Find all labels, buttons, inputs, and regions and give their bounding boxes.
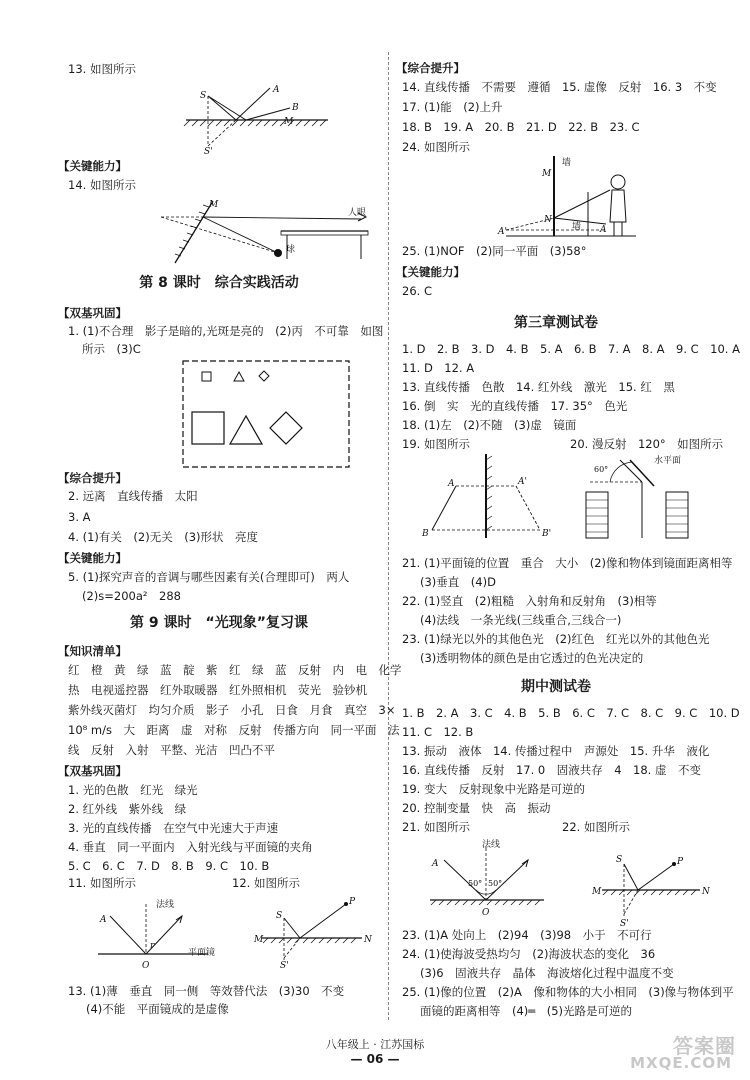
svg-text:S': S' <box>620 919 629 929</box>
svg-text:A: A <box>600 225 607 235</box>
lesson-title: 第 8 课时 综合实践活动 <box>139 275 299 291</box>
figure-q13 <box>178 78 338 156</box>
section-heading: 【 综合提升 】 <box>58 470 127 486</box>
svg-text:M: M <box>542 169 552 179</box>
figure-q12 <box>254 890 374 970</box>
answer-line: 23. (1)A 处向上 (2)94 (3)98 小于 不可行 <box>402 928 652 942</box>
svg-text:50°: 50° <box>468 879 483 888</box>
knowledge-line: 红 橙 黄 绿 蓝 靛 紫 红 绿 蓝 反射 内 电 化学 <box>68 663 402 677</box>
section-heading: 【 综合提升 】 <box>396 60 465 76</box>
section-heading: 【 知识清单 】 <box>58 643 127 659</box>
answer-line: 25. (1)NOF (2)同一平面 (3)58° <box>402 244 587 258</box>
answer-line: 22. (1)竖直 (2)粗糙 入射角和反射角 (3)相等 <box>402 594 657 608</box>
svg-text:M: M <box>209 200 219 210</box>
section-heading: 【 关键能力 】 <box>396 264 465 280</box>
svg-text:A: A <box>100 915 107 925</box>
answer-line: 23. (1)绿光以外的其他色光 (2)红色 红光以外的其他色光 <box>402 632 710 646</box>
figure-label: 平面镜 <box>188 948 216 958</box>
svg-text:S: S <box>616 855 623 865</box>
answer-line: 17. (1)能 (2)上升 <box>402 100 503 114</box>
svg-text:B': B' <box>542 529 552 539</box>
answer-line: 19. 变大 反射现象中光路是可逆的 <box>402 782 585 796</box>
answer-line: 1. (1)不合理 影子是暗的,光斑是亮的 (2)丙 不可靠 如图 <box>68 324 384 338</box>
answer-line: (4)不能 平面镜成的是虚像 <box>86 1002 229 1016</box>
lesson-title: 第 9 课时 “光现象”复习课 <box>130 615 308 631</box>
answer-line: 16. 直线传播 反射 17. 0 固液共存 4 18. 虚 不变 <box>402 763 701 777</box>
answer-line: 4. 垂直 同一平面内 入射光线与平面镜的夹角 <box>68 840 313 854</box>
answer-line: 21. (1)平面镜的位置 重合 大小 (2)像和物体到镜面距离相等 <box>402 556 733 570</box>
figure-q20 <box>580 452 710 540</box>
answer-line: 21. 如图所示 <box>402 820 470 834</box>
answer-line: 18. (1)左 (2)不随 (3)虚 镜面 <box>402 418 577 432</box>
answer-line: 22. 如图所示 <box>562 820 630 834</box>
svg-text:r: r <box>150 941 155 951</box>
answer-line: 14. 如图所示 <box>68 178 136 192</box>
answer-line: 11. C 12. B <box>402 725 474 739</box>
svg-text:M: M <box>284 117 294 127</box>
answer-line: 13. (1)薄 垂直 同一侧 等效替代法 (3)30 不变 <box>68 984 345 998</box>
svg-text:A: A <box>448 479 455 489</box>
svg-text:M: M <box>592 887 602 897</box>
svg-text:N: N <box>364 935 372 945</box>
answer-line: 2. 远离 直线传播 太阳 <box>68 489 198 503</box>
answer-line: 11. D 12. A <box>402 361 475 375</box>
answer-line: 14. 直线传播 不需要 遵循 15. 虚像 反射 16. 3 不变 <box>402 80 717 94</box>
svg-text:N: N <box>544 215 552 225</box>
answer-line: (2)s=200a² 288 <box>82 589 181 603</box>
answer-line: 16. 倒 实 光的直线传播 17. 35° 色光 <box>402 399 628 413</box>
figure-q22 <box>590 850 710 930</box>
answer-line: 1. 光的色散 红光 绿光 <box>68 783 198 797</box>
knowledge-line: 热 电视遥控器 红外取暖器 红外照相机 荧光 验钞机 <box>68 683 367 697</box>
answer-line: 19. 如图所示 <box>402 437 470 451</box>
svg-text:M: M <box>254 935 264 945</box>
test-title: 第三章测试卷 <box>514 315 598 331</box>
answer-line: 所示 (3)C <box>82 342 141 356</box>
figure-label: 人眼 <box>348 208 367 218</box>
answer-line: 2. 红外线 紫外线 绿 <box>68 802 187 816</box>
svg-text:A: A <box>432 859 439 869</box>
figure-label: 法线 <box>156 900 175 910</box>
svg-text:O: O <box>142 961 150 970</box>
svg-text:S': S' <box>280 961 289 970</box>
answer-line: 3. 光的直线传播 在空气中光速大于声速 <box>68 821 279 835</box>
svg-text:A: A <box>273 85 280 95</box>
knowledge-line: 紫外线灭菌灯 均匀介质 影子 小孔 日食 月食 真空 3× <box>68 703 396 717</box>
answer-line: 3. A <box>68 510 91 524</box>
watermark-logo: 答案圈 <box>673 1034 736 1058</box>
section-heading: 【 双基巩固 】 <box>58 763 127 779</box>
svg-text:O: O <box>482 908 490 918</box>
svg-text:P: P <box>349 897 356 907</box>
answer-line: 4. (1)有关 (2)无关 (3)形状 亮度 <box>68 530 258 544</box>
answer-line: 1. B 2. A 3. C 4. B 5. B 6. C 7. C 8. C 9. C 10. D <box>402 706 740 720</box>
svg-text:60°: 60° <box>594 465 609 474</box>
answer-line: 18. B 19. A 20. B 21. D 22. B 23. C <box>402 120 640 134</box>
svg-text:A': A' <box>518 477 527 487</box>
answer-line: 5. C 6. C 7. D 8. B 9. C 10. B <box>68 859 270 873</box>
svg-text:S: S <box>200 91 207 101</box>
svg-text:P: P <box>677 857 684 867</box>
answer-line: 26. C <box>402 284 432 298</box>
svg-text:B: B <box>292 103 299 113</box>
svg-text:S: S <box>276 911 283 921</box>
answer-line: 13. 直线传播 色散 14. 红外线 激光 15. 红 黑 <box>402 380 675 394</box>
answer-line: 24. 如图所示 <box>402 140 470 154</box>
svg-text:50°: 50° <box>488 879 503 888</box>
section-heading: 【 关键能力 】 <box>58 158 127 174</box>
figure-label: 墙 <box>562 158 572 168</box>
figure-label: 水平面 <box>654 456 682 466</box>
section-heading: 【 双基巩固 】 <box>58 305 127 321</box>
answer-line: (3)6 固液共存 晶体 海波熔化过程中温度不变 <box>420 966 674 980</box>
svg-text:S': S' <box>204 147 213 156</box>
answer-line: 20. 漫反射 120° 如图所示 <box>570 437 724 451</box>
answer-line: 25. (1)像的位置 (2)A 像和物体的大小相同 (3)像与物体到平 <box>402 985 734 999</box>
answer-line: (3)透明物体的颜色是由它透过的色光决定的 <box>420 651 644 665</box>
answer-line: 5. (1)探究声音的音调与哪些因素有关(合理即可) 两人 <box>68 570 350 584</box>
answer-line: 13. 振动 液体 14. 传播过程中 声源处 15. 升华 液化 <box>402 744 710 758</box>
answer-line: 1. D 2. B 3. D 4. B 5. A 6. B 7. A 8. A 9. C 10. A <box>402 342 740 356</box>
figure-label: 墙 <box>572 222 582 232</box>
page-number: — 06 — <box>350 1052 400 1066</box>
watermark-url: MXQE.COM <box>630 1054 732 1072</box>
edition-label: 八年级上 · 江苏国标 <box>325 1038 425 1051</box>
answer-line: 20. 控制变量 快 高 振动 <box>402 801 551 815</box>
answer-line: 12. 如图所示 <box>232 876 300 890</box>
figure-q19 <box>418 452 558 540</box>
answer-line: 11. 如图所示 <box>68 876 136 890</box>
svg-text:N: N <box>702 887 710 897</box>
answer-line: 面镜的距离相等 (4)═ (5)光路是可逆的 <box>420 1004 633 1018</box>
column-divider <box>388 52 389 1020</box>
test-title: 期中测试卷 <box>521 679 591 695</box>
svg-text:B: B <box>422 529 429 539</box>
section-heading: 【 关键能力 】 <box>58 550 127 566</box>
figure-shapes-box <box>182 360 350 468</box>
knowledge-line: 10⁸ m/s 大 距离 虚 对称 反射 传播方向 同一平面 法 <box>68 723 400 737</box>
answer-line: 24. (1)使海波受热均匀 (2)海波状态的变化 36 <box>402 947 656 961</box>
answer-line: 13. 如图所示 <box>68 62 136 76</box>
figure-label: 球 <box>286 245 296 255</box>
answer-line: (4)法线 一条光线(三线重合,三线合一) <box>420 613 622 627</box>
figure-label: 法线 <box>482 840 501 850</box>
knowledge-line: 线 反射 入射 平整、光洁 凹凸不平 <box>68 743 275 757</box>
answer-line: (3)垂直 (4)D <box>420 575 496 589</box>
svg-text:A': A' <box>498 227 507 237</box>
